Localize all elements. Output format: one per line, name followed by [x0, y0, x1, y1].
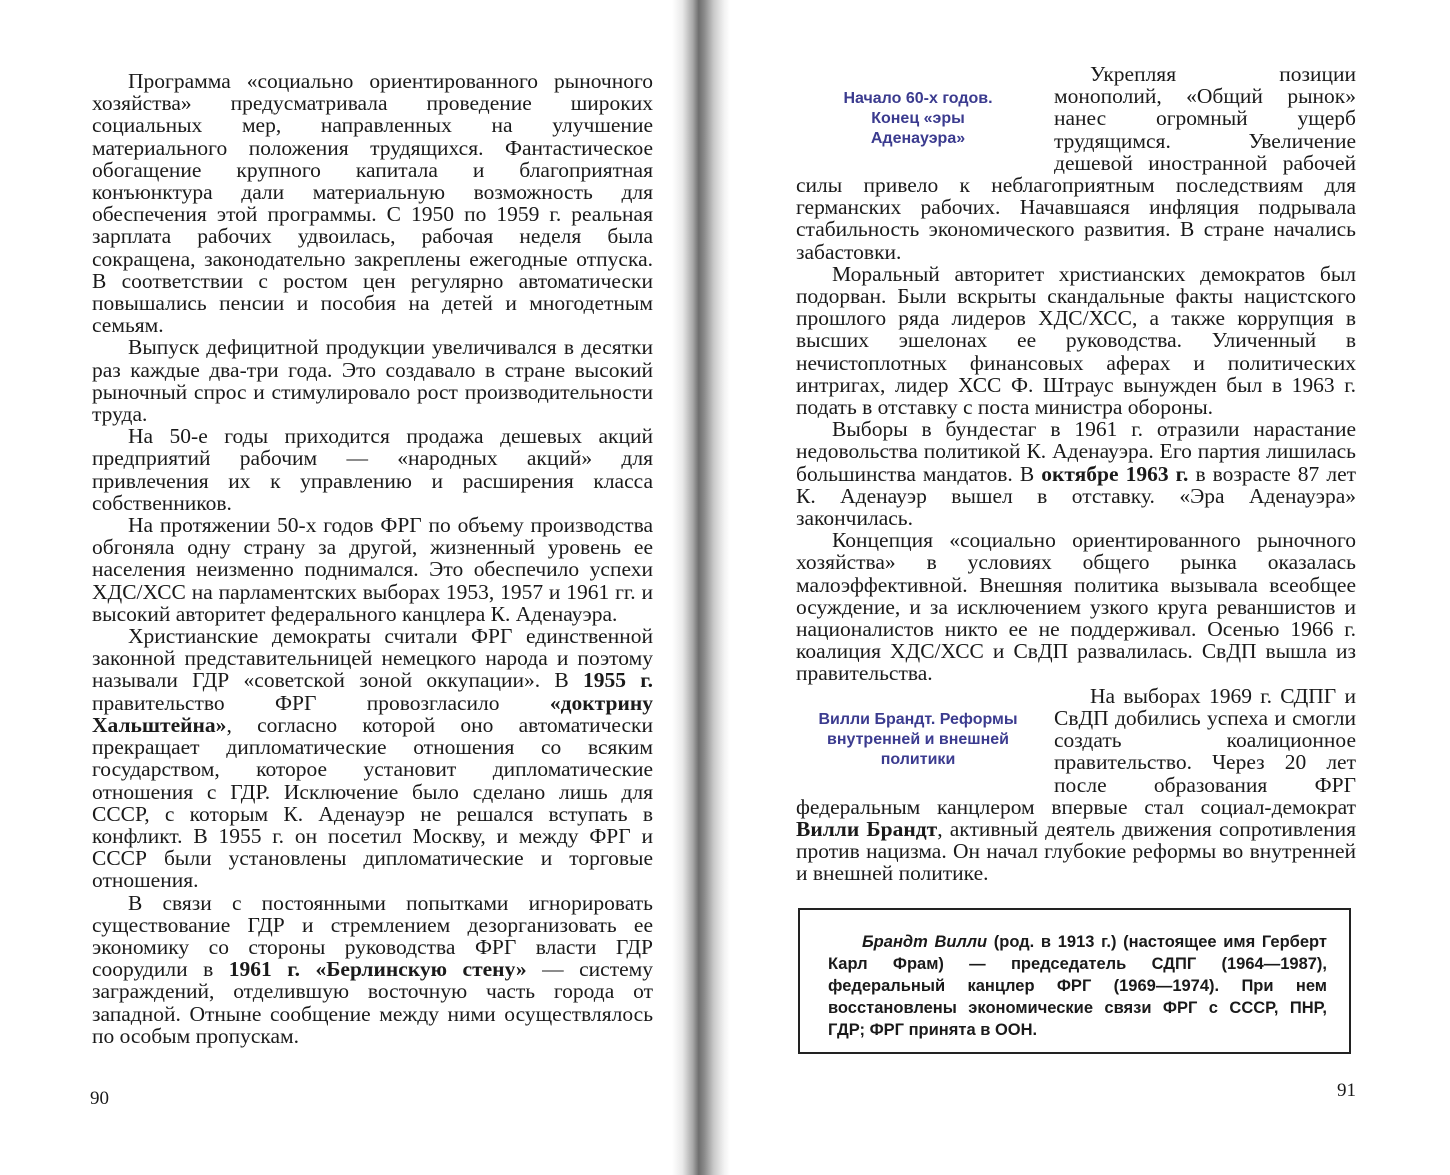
biography-name: Брандт Вилли [862, 933, 988, 951]
margin-heading-line: Начало 60-х годов. [843, 90, 993, 107]
margin-heading-line: Аденауэра» [870, 130, 966, 147]
bold-term: 1955 г. [583, 668, 653, 693]
text-run: В связи с постоянными попытками игнорировать существование ГДР и стремлением дезорганизовать ее экономику со стороны руководства ФРГ власти ГДР соорудили в [92, 890, 653, 982]
paragraph: На 50-е годы приходится продажа дешевых акций предприятий рабочим — «народных акций» для привлечения их к управлению и расширения класса собственников. [92, 424, 653, 515]
text-run: Христианские демократы считали ФРГ единственной законной представительницей немецкого народа и поэтому называли ГДР «советской зоной оккупации». В [92, 624, 653, 693]
text-run: в возрасте 87 лет К. Аденауэр вышел в отставку. «Эра Аденауэра» закончилась. [796, 461, 1357, 531]
margin-heading-adenauer-era [796, 89, 1040, 149]
paragraph: Выпуск дефицитной продукции увеличивался в десятки раз каждые два-три года. Это создавало в стране высокий рыночный спрос и стимулировало рост производительности труда. [92, 335, 653, 427]
right-page [700, 0, 1450, 1175]
text-run: На выборах 1969 г. СДПГ и СвДП добились успеха и смогли создать коалиционное правительство. Через 20 лет после образования ФРГ федеральным канцлером впервые стал социал-демократ [796, 683, 1356, 819]
bold-term: Вилли Брандт [796, 816, 938, 841]
paragraph: На протяжении 50-х годов ФРГ по объему производства обгоняла одну страну за другой, жизненный уровень ее населения неизменно поднимался. Это обеспечило успехи ХДС/ХСС на парламентских выборах 1953, 1957 и 1961 гг. и высокий авторитет федерального канцлера К. Аденауэра. [92, 513, 653, 626]
text-run: правительство ФРГ провозгласило [92, 690, 550, 715]
text-run: , согласно которой оно автоматически прекращает дипломатические отношения со всяким государством, которое установит дипломатические отношения с ГДР. Исключение было сделано лишь для СССР, с которым К. Аденауэр не решался вступать в конфликт. В 1955 г. он посетил Москву, и между ФРГ и СССР были установлены дипломатические и торговые отношения. [92, 712, 653, 893]
text-run: , активный деятель движения сопротивления против нацизма. Он начал глубокие реформы во внутренней и внешней политике. [796, 816, 1356, 886]
margin-heading-brandt [796, 710, 1040, 770]
biography-details: (род. в 1913 г.) (настоящее имя Герберт Карл Фрам) — председатель СДПГ (1964—1987), федеральный канцлер ФРГ (1969—1974). При нем восстановлены экономические связи ФРГ с СССР, ПНР, ГДР; ФРГ принята в ООН. [828, 933, 1327, 1039]
margin-heading-line: политики [880, 750, 956, 768]
page-number: 90 [90, 1088, 109, 1109]
text-run: Выборы в бундестаг в 1961 г. отразили нарастание недовольства политикой К. Аденауэра. Его партия лишилась большинства мандатов. В [796, 417, 1356, 486]
paragraph: Укрепляя позиции монополий, «Общий рынок» нанес огромный ущерб трудящимся. Увеличение дешевой иностранной рабочей силы привело к неблагоприятным последствиям для германских рабочих. Начавшаяся инфляция подрывала стабильность экономического развития. В стране начались забастовки. [796, 62, 1356, 264]
bold-term: октябре 1963 г. [1041, 461, 1189, 486]
margin-heading-line: Конец «эры [871, 110, 965, 127]
bold-term: 1961 г. «Берлинскую стену» [228, 957, 527, 982]
left-page-text [92, 70, 653, 1047]
text-run: — систему заграждений, отделившую восточную часть города от западной. Отныне сообщение между ними осуществлялось по особым пропускам. [92, 957, 653, 1048]
paragraph-hallstein [92, 625, 653, 891]
biography-box [798, 908, 1351, 1054]
margin-heading-line: Вилли Брандт. Реформы [818, 710, 1018, 728]
margin-heading-line: внутренней и внешней [826, 730, 1010, 748]
paragraph [796, 418, 1356, 529]
paragraph: Программа «социально ориентированного рыночного хозяйства» предусматривала проведение широких социальных мер, направленных на улучшение материального положения трудящихся. Фантастическое обогащение крупного капитала и благоприятная конъюнктура дали материальную возможность для обеспечения этой программы. С 1950 по 1959 г. реальная зарплата рабочих удвоилась, рабочая неделя была сокращена, законодательно закреплены ежегодные отпуска. В соответствии с ростом цен регулярно автоматически повышались пенсии и пособия на детей и многодетным семьям. [92, 69, 653, 338]
paragraph: Моральный авторитет христианских демократов был подорван. Были вскрыты скандальные факты нацистского прошлого ряда лидеров ХДС/ХСС, а также коррупция в высших эшелонах ее руководства. Уличенный в нечистоплотных финансовых аферах и политических интригах, лидер ХСС Ф. Штраус вынужден был в 1963 г. подать в отставку с поста министра обороны. [796, 261, 1356, 420]
right-page-text [796, 63, 1356, 885]
paragraph: Концепция «социально ориентированного рыночного хозяйства» в условиях общего рынка оказалась малоэффективной. Внешняя политика вызывала всеобщее осуждение, и за исключением узкого круга реваншистов и националистов никто ее не поддерживал. Осенью 1966 г. коалиция ХДС/ХСС и СвДП развалилась. СвДП вышла из правительства. [796, 528, 1356, 686]
left-page [0, 0, 700, 1175]
paragraph-berlin-wall [92, 892, 653, 1047]
page-number: 91 [1337, 1080, 1356, 1101]
bold-term: «доктрину Хальштейна» [92, 690, 653, 737]
biography-text [828, 931, 1327, 1041]
